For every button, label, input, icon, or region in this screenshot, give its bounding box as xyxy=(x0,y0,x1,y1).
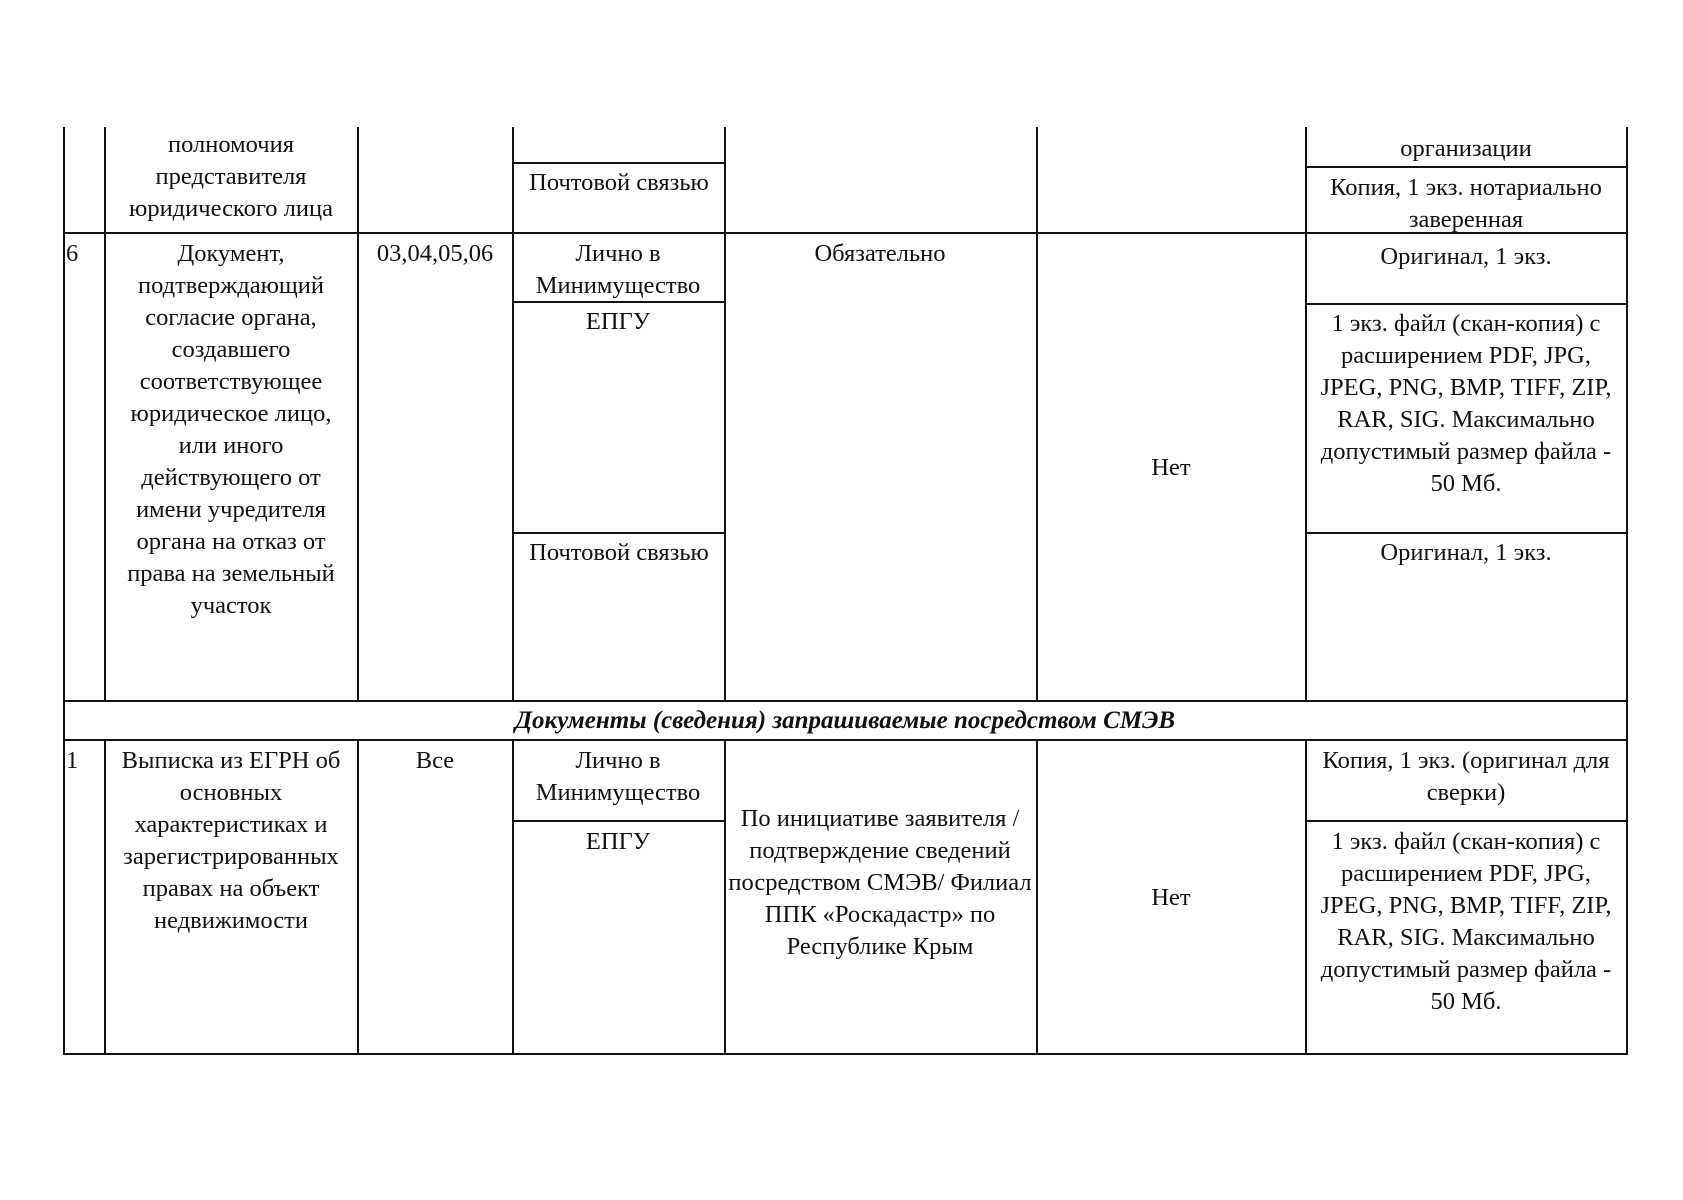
row6-method-personal: Лично в Минимущество xyxy=(535,240,701,299)
row1-categories: Все xyxy=(415,747,455,774)
row6-method-post: Почтовой связью xyxy=(529,539,709,566)
row6-form-epgu: 1 экз. файл (скан-копия) с расширением PDF, JPG, JPEG, PNG, BMP, TIFF, ZIP, RAR, SIG. Максимально допустимый размер файла - 50 Мб. xyxy=(1320,310,1612,497)
row6-method-epgu: ЕПГУ xyxy=(585,308,651,335)
row1-number: 1 xyxy=(66,747,79,774)
row6-requirement: Обязательно xyxy=(814,240,946,267)
cont-form-copy: Копия, 1 экз. нотариально заверенная xyxy=(1330,174,1602,233)
row1-document: Выписка из ЕГРН об основных характеристиках и зарегистрированных правах на объект недвижимости xyxy=(121,747,341,934)
row1-requirement: По инициативе заявителя / подтверждение сведений посредством СМЭВ/ Филиал ППК «Роскадастр» по Республике Крым xyxy=(728,805,1032,960)
row1-form-epgu: 1 экз. файл (скан-копия) с расширением PDF, JPG, JPEG, PNG, BMP, TIFF, ZIP, RAR, SIG. Максимально допустимый размер файла - 50 Мб. xyxy=(1320,828,1612,1015)
row1-method-personal: Лично в Минимущество xyxy=(535,747,701,806)
cont-form-org: организации xyxy=(1400,135,1532,162)
row1-form-personal: Копия, 1 экз. (оригинал для сверки) xyxy=(1322,747,1610,806)
row6-smev: Нет xyxy=(1151,454,1191,481)
row6-number: 6 xyxy=(66,240,79,267)
row6-categories: 03,04,05,06 xyxy=(376,240,494,267)
cont-document-cell: полномочия представителя юридического лица xyxy=(129,131,333,222)
cont-method-post: Почтовой связью xyxy=(529,169,709,196)
row1-smev: Нет xyxy=(1151,884,1191,911)
row6-document: Документ, подтверждающий согласие органа, создавшего соответствующее юридическое лицо, или иного действующего от имени учредителя органа на отказ от права на земельный участок xyxy=(127,240,335,619)
section-header: Документы (сведения) запрашиваемые посредством СМЭВ xyxy=(514,707,1176,734)
row6-form-post: Оригинал, 1 экз. xyxy=(1380,539,1552,566)
row1-method-epgu: ЕПГУ xyxy=(585,828,651,855)
row6-form-personal: Оригинал, 1 экз. xyxy=(1380,243,1552,270)
